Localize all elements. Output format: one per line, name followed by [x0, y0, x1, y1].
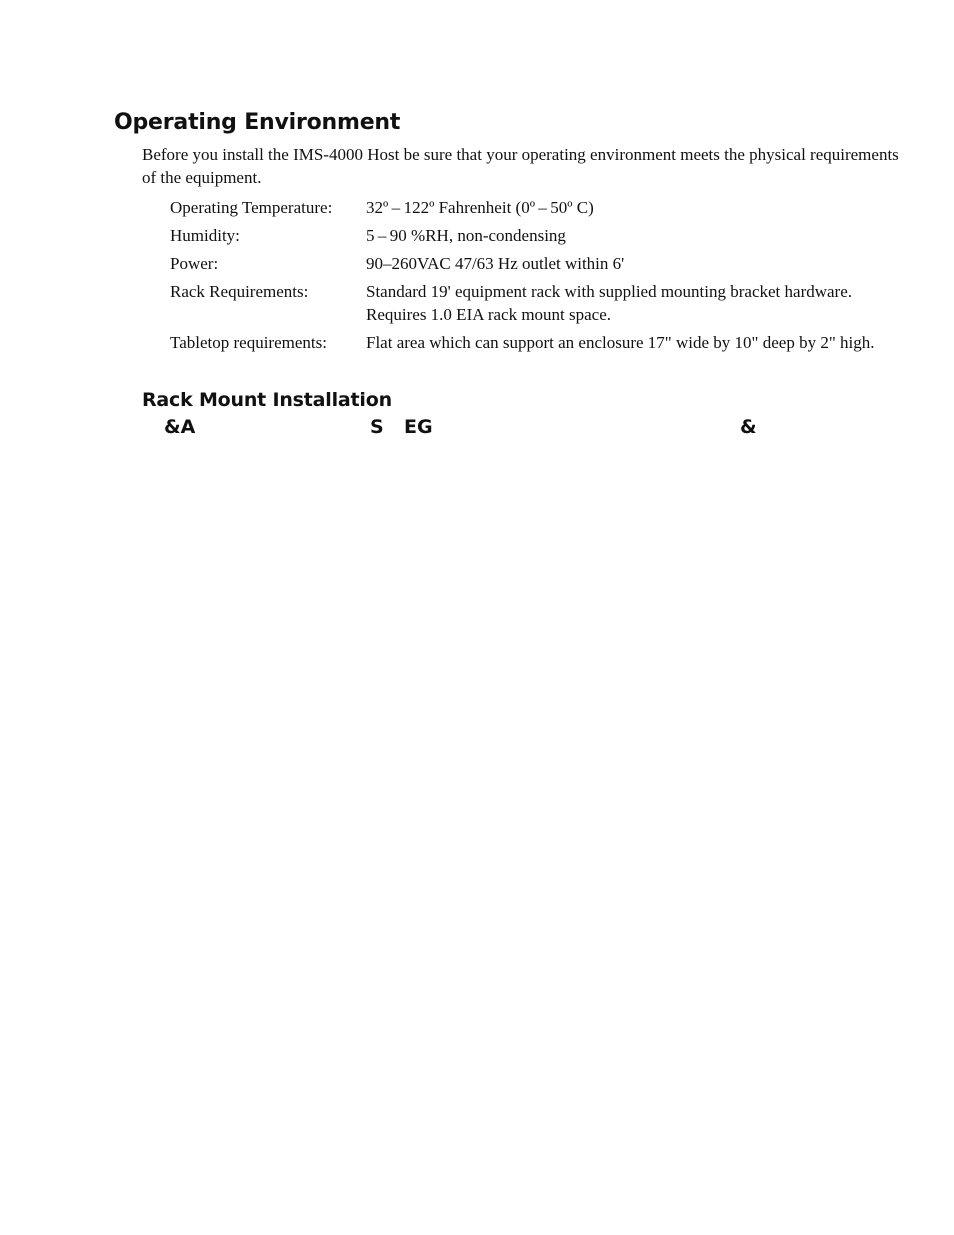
spec-label: Power: — [170, 254, 219, 273]
spec-value: Standard 19' equipment rack with supplied mounting bracket hardware. Requires 1.0 EIA rack mount space. — [366, 282, 853, 324]
spec-value: Flat area which can support an enclosure 17" wide by 10" deep by 2" high. — [366, 333, 875, 352]
spec-row-power — [170, 252, 910, 275]
spec-row-temperature — [170, 196, 910, 219]
subsection-heading: Rack Mount Installation — [142, 389, 392, 411]
spec-row-tabletop — [170, 331, 910, 354]
spec-label: Operating Temperature: — [170, 198, 333, 217]
requirements-table — [170, 196, 910, 359]
spec-label: Humidity: — [170, 226, 240, 245]
spec-value: 90–260VAC 47/63 Hz outlet within 6' — [366, 254, 625, 273]
spec-label: Tabletop requirements: — [170, 333, 327, 352]
intro-paragraph: Before you install the IMS-4000 Host be sure that your operating environment meets the physical requirements of the equipment. — [142, 145, 899, 187]
spec-row-rack — [170, 280, 910, 326]
spec-label: Rack Requirements: — [170, 282, 309, 301]
spec-row-humidity — [170, 224, 910, 247]
spec-value: 32º – 122º Fahrenheit (0º – 50º C) — [366, 198, 594, 217]
section-heading: Operating Environment — [114, 110, 401, 135]
text-fragment: S — [370, 416, 384, 438]
text-fragment: & — [740, 416, 757, 438]
text-fragment: EG — [404, 416, 433, 438]
text-fragment: &A — [164, 416, 196, 438]
spec-value: 5 – 90 %RH, non-condensing — [366, 226, 566, 245]
